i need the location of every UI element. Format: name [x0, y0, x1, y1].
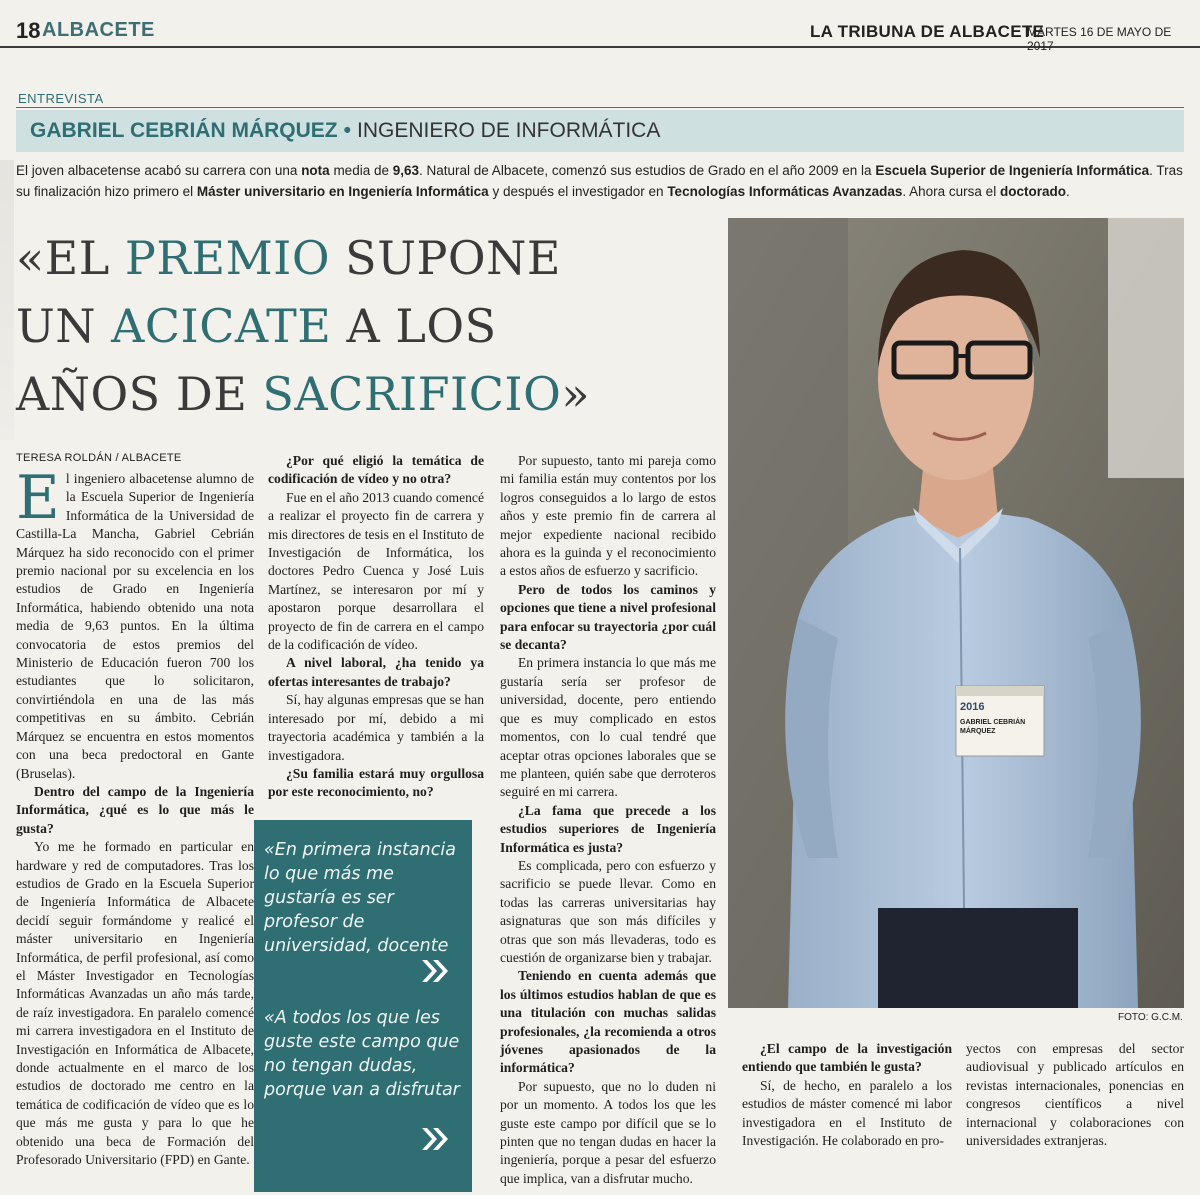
section-name: ALBACETE — [42, 19, 155, 41]
question: Dentro del campo de la Ingeniería Informática, ¿qué es lo que más le gusta? — [16, 783, 254, 836]
question: ¿El campo de la investigación entiendo que también le gusta? — [742, 1041, 952, 1075]
question: A nivel laboral, ¿ha tenido ya ofertas interesantes de trabajo? — [268, 655, 484, 689]
kicker-divider — [16, 107, 1184, 108]
answer-continued: yectos con empresas del sector audiovisual y publicado artículos en revistas internacionales, ponencias en congresos científicos a nivel internacional y colaboraciones con universidades extranjeras. — [966, 1041, 1184, 1149]
subject-name: GABRIEL CEBRIÁN MÁRQUEZ — [30, 119, 338, 142]
answer: Es complicada, pero con esfuerzo y sacrificio se puede llevar. Como en todas las carreras universitarias hay asignaturas que son más difíciles y otras que son más llevaderas, todo es cuestión de organizarse bien y trabajar. — [500, 857, 716, 965]
subject-role: INGENIERO DE INFORMÁTICA — [356, 119, 661, 142]
photo-credit: FOTO: G.C.M. — [1118, 1012, 1183, 1023]
question: Teniendo en cuenta además que los últimos estudios hablan de que es una titulación con muchas salidas profesionales, ¿la recomienda a otros jóvenes apasionados de la informática? — [500, 968, 716, 1076]
question: Pero de todos los caminos y opciones que tiene a nivel profesional para enfocar su trayectoria ¿por cuál se decanta? — [500, 581, 716, 653]
answer: Fue en el año 2013 cuando comencé a realizar el proyecto fin de carrera y mis directores de tesis en el Instituto de Investigación de Informática, los doctores Pedro Cuenca y José Luis Martínez, se interesaron por mí y apostaron porque desarrollara el proyecto de fin de carrera en el campo de la codificación de vídeo. — [268, 489, 484, 653]
pull-quote-box — [254, 820, 472, 1192]
headline-line-2: UN ACICATE A LOS — [16, 299, 497, 353]
double-chevron-icon — [420, 958, 450, 984]
subject-band — [16, 110, 1184, 152]
drop-cap: E — [16, 470, 60, 533]
portrait-photo — [728, 218, 1184, 1008]
standfirst: El joven albacetense acabó su carrera con una nota media de 9,63. Natural de Albacete, comenzó sus estudios de Grado en el año 2009 en la Escuela Superior de Ingeniería Informática. Tras su finalización hizo primero el Máster universitario en Ingeniería Informática y después el investigador en Tecnologías Informáticas Avanzadas. Ahora cursa el doctorado. — [16, 163, 1183, 199]
answer: Yo me he formado en particular en hardware y red de computadores. Tras los estudios de Grado en la Escuela Superior de Ingeniería Informática de Albacete decidí seguir formándome y realicé el máster universitario en Ingeniería Informática, de perfil profesional, así como el Máster Investigador en Tecnologías Informáticas Avanzadas un año más tarde, de raíz investigadora. En paralelo comencé mi carrera investigadora en el Instituto de Investigación en Informática de Albacete, donde actualmente en el marco de los estudios de doctorado me centro en la temática de codificación de vídeo que es lo que más me gusta y para lo que he obtenido una beca de Formación del Profesorado Universitario (FPD) en Gante. — [16, 839, 254, 1168]
body-column-4 — [742, 1040, 952, 1190]
page-header — [0, 0, 1200, 53]
answer: Por supuesto, tanto mi pareja como mi familia están muy contentos por los logros conseguidos a lo largo de estos años y este premio fin de carrera al mejor expediente nacional recibido ahora es la guinda y el reconocimiento a estos años de esfuerzo y sacrificio. — [500, 453, 716, 579]
question: ¿Por qué eligió la temática de codificación de vídeo y no otra? — [268, 453, 484, 487]
answer: En primera instancia lo que más me gustaría sería ser profesor de universidad, docente, pero entiendo que es muy complicado en estos momentos, con lo cual tendré que aceptar otras opciones laborales que se me planteen, quién sabe que derroteros seguiré en mi carrera. — [500, 655, 716, 800]
pull-quote-1: «En primera instancia lo que más me gustaría es ser profesor de universidad, docente — [264, 840, 456, 956]
body-column-5 — [966, 1040, 1184, 1190]
headline — [16, 224, 716, 428]
subject-heading — [30, 119, 660, 143]
headline-line-1: «EL PREMIO SUPONE — [16, 231, 561, 285]
headline-line-3: AÑOS DE SACRIFICIO» — [16, 367, 590, 421]
question: ¿La fama que precede a los estudios superiores de Ingeniería Informática es justa? — [500, 802, 716, 855]
byline: TERESA ROLDÁN / ALBACETE — [16, 452, 182, 464]
body-column-1 — [16, 470, 254, 1190]
answer: Sí, de hecho, en paralelo a los estudios de máster comencé mi labor investigadora en el Instituto de Investigación. He colaborado en pro- — [742, 1077, 952, 1149]
margin-strip — [0, 160, 14, 440]
issue-date: MARTES 16 DE MAYO DE 2017 — [1027, 25, 1172, 53]
answer: Sí, hay algunas empresas que se han interesado por mí, debido a mi trayectoria académica y también a la investigadora. — [268, 692, 484, 763]
body-column-3 — [500, 452, 716, 1192]
bullet-separator: • — [343, 119, 351, 142]
article-kicker: ENTREVISTA — [18, 91, 104, 106]
body-column-2 — [268, 452, 484, 810]
lead-paragraph: El ingeniero albacetense alumno de la Escuela Superior de Ingeniería Informática de la Universidad de Castilla-La Mancha, Gabriel Cebrián Márquez ha sido reconocido con el primer premio nacional por su excelencia en los estudios de Grado en Ingeniería Informática, habiendo obtenido una nota media de 9,63 puntos. En la última convocatoria de estos premios del Ministerio de Educación fueron 700 los estudiantes que lo solicitaron, convirtiéndola en una de las más competitivas en su ámbito. Cebrián Márquez se encuentra en estos momentos con una beca predoctoral en Gante (Bruselas). — [16, 470, 254, 781]
portrait-illustration — [728, 218, 1184, 1008]
badge-name: GABRIEL CEBRIÁN MÁRQUEZ — [960, 719, 1026, 735]
pull-quote-2: «A todos los que les guste este campo que no tengan dudas, porque van a disfrutar — [264, 1008, 460, 1100]
double-chevron-icon — [420, 1126, 450, 1152]
page-number: 18 — [16, 18, 41, 43]
newspaper-name: LA TRIBUNA DE ALBACETE — [810, 22, 1045, 41]
badge-year: 2016 — [960, 701, 985, 713]
question: ¿Su familia estará muy orgullosa por este reconocimiento, no? — [268, 765, 484, 800]
answer: Por supuesto, que no lo duden ni por un momento. A todos los que les guste este campo por difícil que se lo pinten que no tengan dudas en hacer la ingeniería, porque a pesar del esfuerzo que implica, van a disfrutar mucho. — [500, 1078, 716, 1186]
